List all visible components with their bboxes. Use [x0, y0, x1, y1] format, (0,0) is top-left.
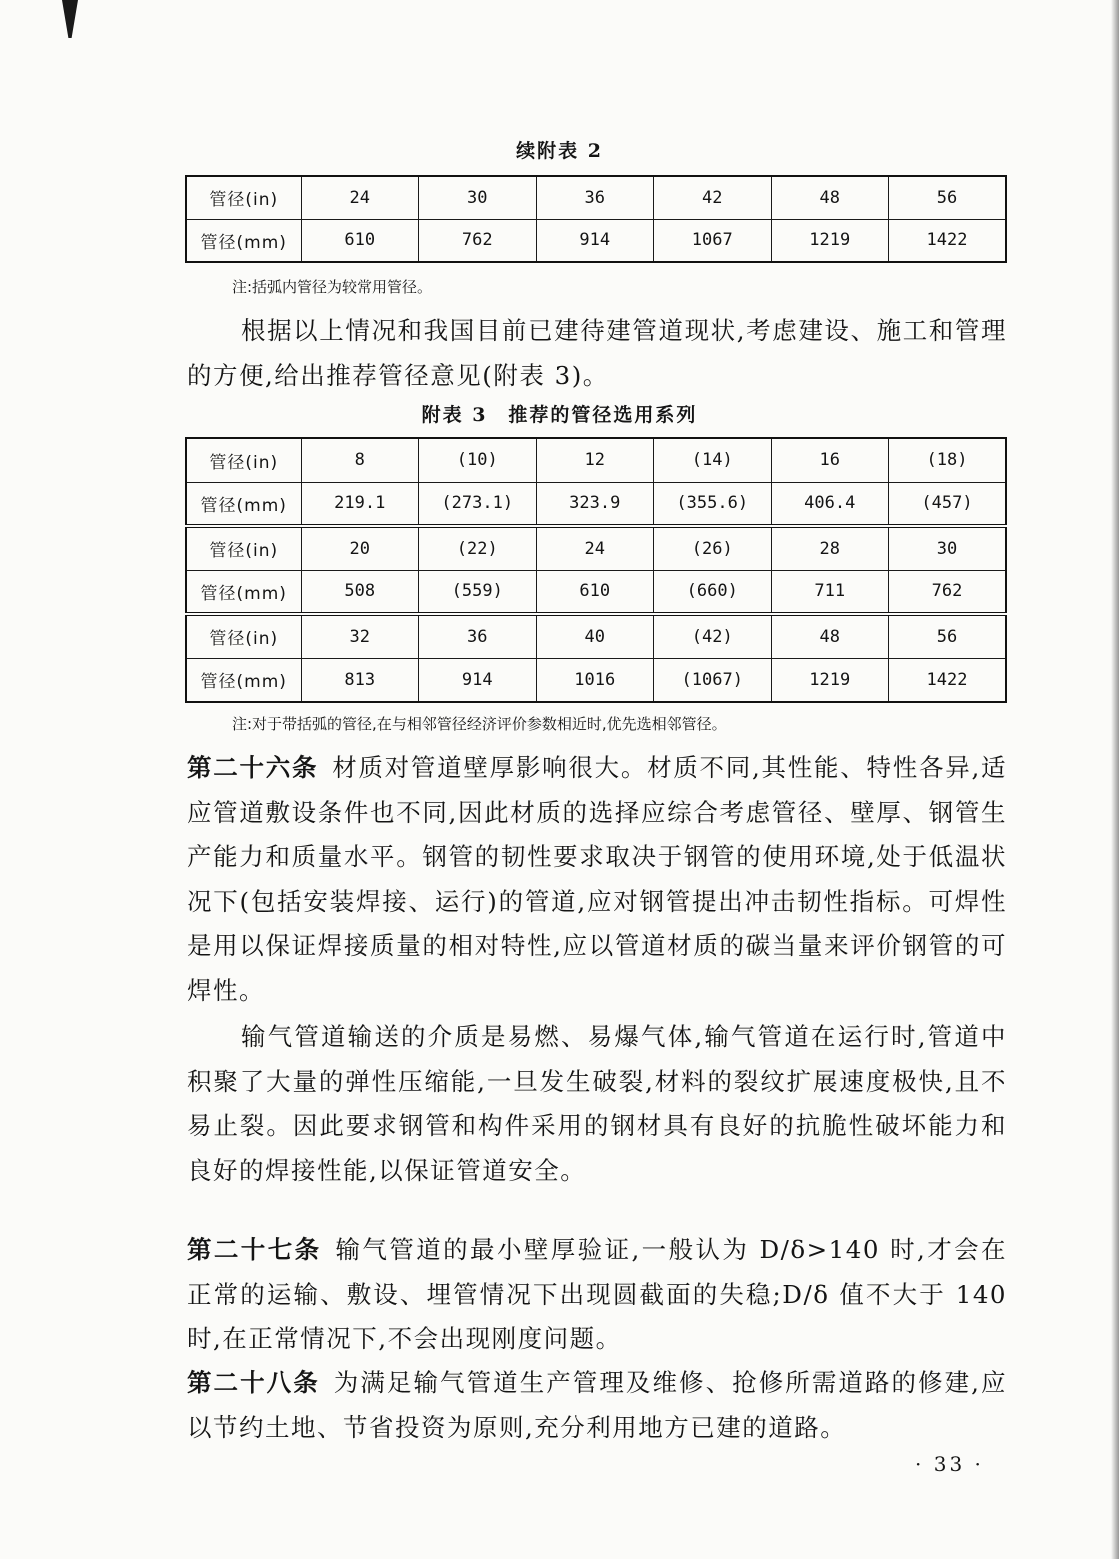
- table-cell: (42): [654, 614, 772, 658]
- article-26-heading: 第二十六条: [187, 753, 319, 782]
- table-cell: (14): [654, 438, 772, 482]
- table-cell: 1422: [889, 219, 1007, 262]
- row-label: 管径(in): [186, 438, 301, 482]
- table-cell: 219.1: [301, 482, 419, 526]
- article-28-heading: 第二十八条: [187, 1368, 320, 1397]
- table-cell: 762: [889, 570, 1007, 614]
- table-cell: 32: [301, 614, 419, 658]
- table-cell: 323.9: [536, 482, 654, 526]
- table-cell: (22): [419, 526, 537, 570]
- table-cell: 30: [419, 176, 537, 219]
- table-cell: (559): [419, 570, 537, 614]
- table-cell: 42: [654, 176, 772, 219]
- table-cell: (1067): [654, 658, 772, 702]
- table-row: [186, 482, 1006, 526]
- table-cell: 610: [536, 570, 654, 614]
- table-row: [186, 658, 1006, 702]
- table3-note: 注:对于带括弧的管径,在与相邻管径经济评价参数相近时,优先选相邻管径。: [232, 715, 727, 733]
- table-row: [186, 438, 1006, 482]
- table-cont-note: 注:括弧内管径为较常用管径。: [232, 278, 433, 296]
- table-cell: (457): [889, 482, 1007, 526]
- table-cell: 508: [301, 570, 419, 614]
- row-label: 管径(mm): [186, 219, 301, 262]
- table-cell: 24: [301, 176, 419, 219]
- table-cell: (355.6): [654, 482, 772, 526]
- table-cell: 36: [536, 176, 654, 219]
- table-cont-caption: 续附表 2: [516, 140, 603, 162]
- table-cell: 48: [771, 614, 889, 658]
- table-cell: (10): [419, 438, 537, 482]
- table-cell: 12: [536, 438, 654, 482]
- row-label: 管径(in): [186, 176, 301, 219]
- table-cell: (26): [654, 526, 772, 570]
- table-row: [186, 614, 1006, 658]
- scan-mark-right-edge: [1111, 0, 1119, 1559]
- table-cell: 1422: [889, 658, 1007, 702]
- table-cell: 406.4: [771, 482, 889, 526]
- row-label: 管径(mm): [186, 482, 301, 526]
- table-cell: 914: [419, 658, 537, 702]
- article-26: [187, 746, 1007, 1013]
- table-cell: 711: [771, 570, 889, 614]
- table-cell: 40: [536, 614, 654, 658]
- table-row: [186, 176, 1006, 219]
- table-cell: 28: [771, 526, 889, 570]
- table-cell: 1016: [536, 658, 654, 702]
- table-cell: 1219: [771, 219, 889, 262]
- article-27-text: 输气管道的最小壁厚验证,一般认为 D/δ>140 时,才会在正常的运输、敷设、埋管情况下出现圆截面的失稳;D/δ 值不大于 140 时,在正常情况下,不会出现刚度问题。: [187, 1235, 1008, 1353]
- page-number: · 33 ·: [915, 1452, 984, 1476]
- article-27: [187, 1228, 1007, 1362]
- article-28-text: 为满足输气管道生产管理及维修、抢修所需道路的修建,应以节约土地、节省投资为原则,充分利用地方已建的道路。: [187, 1368, 1008, 1442]
- table3: [185, 437, 1007, 703]
- table-cell: 1219: [771, 658, 889, 702]
- row-label: 管径(mm): [186, 658, 301, 702]
- table-cell: 1067: [654, 219, 772, 262]
- article-26-paragraph-2: 输气管道输送的介质是易燃、易爆气体,输气管道在运行时,管道中积聚了大量的弹性压缩能,一旦发生破裂,材料的裂纹扩展速度极快,且不易止裂。因此要求钢管和构件采用的钢材具有良好的抗脆性破坏能力和良好的焊接性能,以保证管道安全。: [187, 1022, 1007, 1185]
- table-cell: 16: [771, 438, 889, 482]
- table-cell: 610: [301, 219, 419, 262]
- row-label: 管径(in): [186, 526, 301, 570]
- table-cell: 20: [301, 526, 419, 570]
- table-cont: [185, 175, 1007, 263]
- article-26-text: 材质对管道壁厚影响很大。材质不同,其性能、特性各异,适应管道敷设条件也不同,因此材质的选择应综合考虑管径、壁厚、钢管生产能力和质量水平。钢管的韧性要求取决于钢管的使用环境,处于低温状况下(包括安装焊接、运行)的管道,应对钢管提出冲击韧性指标。可焊性是用以保证焊接质量的相对特性,应以管道材质的碳当量来评价钢管的可焊性。: [187, 753, 1008, 1005]
- table-cell: 30: [889, 526, 1007, 570]
- table-cell: 762: [419, 219, 537, 262]
- table-cell: 24: [536, 526, 654, 570]
- table-row: [186, 570, 1006, 614]
- article-28: [187, 1361, 1007, 1450]
- table3-caption: 附表 3 推荐的管径选用系列: [421, 404, 698, 426]
- table-cell: 914: [536, 219, 654, 262]
- table-cell: 8: [301, 438, 419, 482]
- table-cell: 56: [889, 614, 1007, 658]
- table-cell: (273.1): [419, 482, 537, 526]
- table-cell: 36: [419, 614, 537, 658]
- table-cell: 813: [301, 658, 419, 702]
- table-cell: 56: [889, 176, 1007, 219]
- table-row: [186, 526, 1006, 570]
- scan-mark-top-left: [62, 0, 78, 38]
- intro-paragraph: 根据以上情况和我国目前已建待建管道现状,考虑建设、施工和管理的方便,给出推荐管径意见(附表 3)。: [187, 316, 1007, 390]
- row-label: 管径(in): [186, 614, 301, 658]
- article-27-heading: 第二十七条: [187, 1235, 322, 1264]
- table-cell: (660): [654, 570, 772, 614]
- table-cell: 48: [771, 176, 889, 219]
- table-row: [186, 219, 1006, 262]
- row-label: 管径(mm): [186, 570, 301, 614]
- table-cell: (18): [889, 438, 1007, 482]
